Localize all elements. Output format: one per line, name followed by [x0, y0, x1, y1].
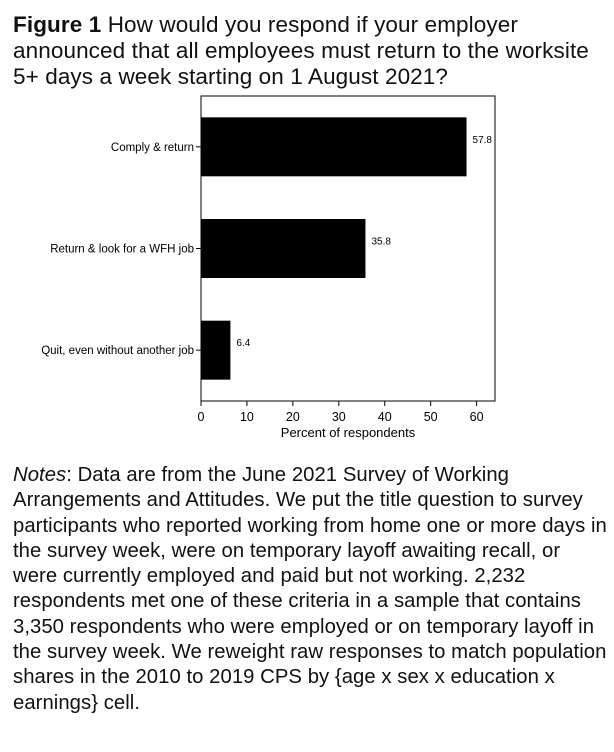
- x-axis-title: Percent of respondents: [280, 425, 416, 440]
- notes-paragraph: [13, 463, 608, 716]
- x-axis: [41, 142, 483, 424]
- figure-label: Figure 1: [13, 12, 102, 37]
- bar-value-label-0: 57.8: [472, 134, 492, 146]
- bar-value-label-2: 6.4: [236, 338, 251, 350]
- figure-title: [13, 12, 603, 90]
- bars-layer: [201, 117, 492, 379]
- bar-2: [201, 321, 230, 380]
- x-tick-label-3: 30: [331, 410, 346, 424]
- bar-1: [201, 219, 365, 278]
- x-tick-label-1: 10: [239, 410, 254, 424]
- x-tick-label-2: 20: [285, 410, 300, 424]
- notes-label: Notes: [13, 464, 67, 486]
- x-tick-label-6: 60: [469, 410, 484, 424]
- x-tick-label-5: 50: [423, 410, 438, 424]
- x-tick-label-0: 0: [197, 410, 205, 424]
- chart-svg: [0, 88, 614, 453]
- figure-question: How would you respond if your employer announced that all employees must return to the worksite 5+ days a week starting on 1 August 2021?: [13, 12, 589, 89]
- notes-text: : Data are from the June 2021 Survey of Working Arrangements and Attitudes. We put the title question to survey participants who reported working from home one or more days in the survey week, were on temporary layoff awaiting recall, or were currently employed and paid but not working. 2,232 respondents met one of these criteria in a sample that contains 3,350 respondents who were employed or on temporary layoff in the survey week. We reweight raw responses to match population shares in the 2010 to 2019 CPS by {age x sex x education x earnings} cell.: [13, 464, 607, 714]
- x-tick-label-4: 40: [377, 410, 392, 424]
- category-label-0: Comply & return: [110, 141, 194, 154]
- category-label-2: Quit, even without another job: [41, 345, 194, 358]
- bar-value-label-1: 35.8: [371, 236, 391, 248]
- bar-0: [201, 117, 467, 176]
- category-label-1: Return & look for a WFH job: [50, 243, 194, 256]
- bar-chart: [0, 88, 614, 453]
